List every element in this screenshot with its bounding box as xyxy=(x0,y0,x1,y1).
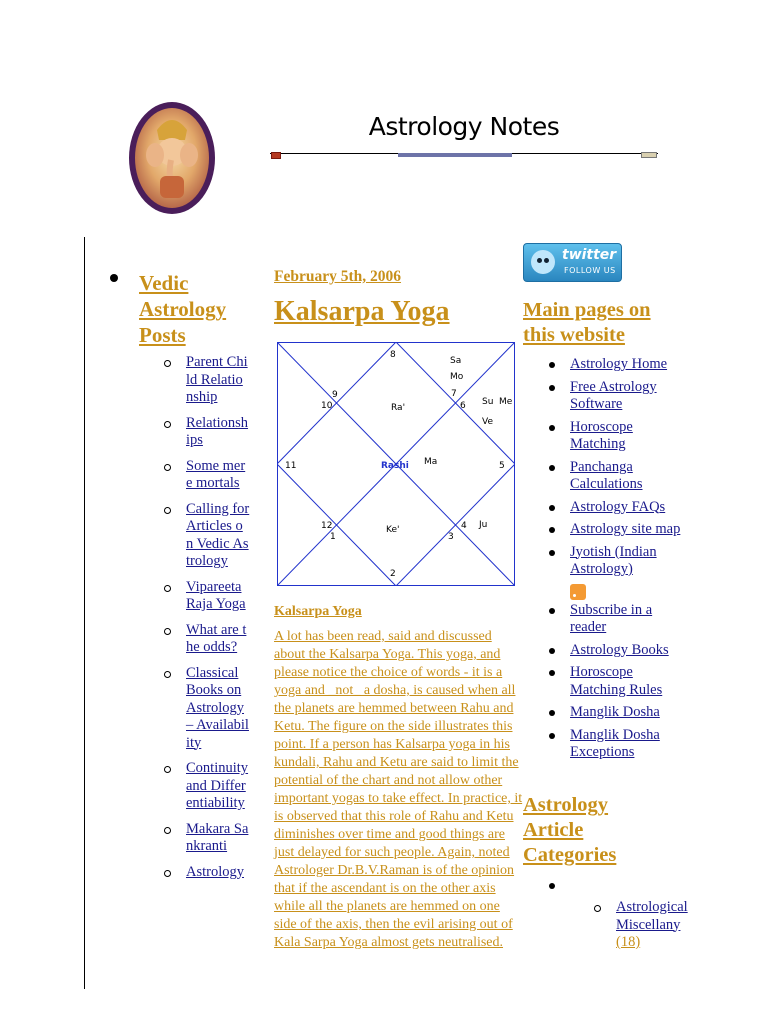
page-link[interactable]: Astrology Books xyxy=(570,641,669,658)
list-item[interactable] xyxy=(523,664,682,699)
bullet-icon xyxy=(110,274,118,282)
page-link[interactable]: Manglik Dosha xyxy=(570,704,660,720)
list-item[interactable] xyxy=(523,584,682,637)
page-link[interactable]: Panchanga Calculations xyxy=(570,458,643,492)
chart-caption[interactable]: Kalsarpa Yoga xyxy=(274,604,362,619)
list-item[interactable] xyxy=(523,499,682,517)
list-item[interactable] xyxy=(110,760,250,813)
list-item[interactable] xyxy=(110,579,250,614)
follow-us-label: FOLLOW US xyxy=(564,266,616,275)
post-title[interactable]: Kalsarpa Yoga xyxy=(274,296,450,327)
page-link[interactable]: Astrology Home xyxy=(570,356,668,372)
planet-label: Mo xyxy=(450,372,464,382)
planet-label: Ve xyxy=(482,417,493,427)
post-body[interactable]: A lot has been read, said and discussed about the Kalsarpa Yoga. This yoga, and please notice the choice of words - it is a yoga and _not_ a dosha, is caused when all the planets are hemmed between Rahu and Ketu. The figure on the side illustrates this point. If a person has Kalsarpa yoga in his kundali, Rahu and Ketu are said to limit the potential of the chart and not allow other important yogas to take effect. In practice, it is observed that this role of Rahu and Ketu diminishes over time and good things are just delayed for such people. Again, noted Astrologer Dr.B.V.Raman is of the opinion that if the ascendant is on the other axis while all the planets are hemmed on one side of the axis, then the evil arising out of Kala Sarpa Yoga almost gets neutralised. xyxy=(274,629,523,950)
list-item[interactable] xyxy=(110,622,250,657)
main-pages-heading[interactable]: Main pages on this website xyxy=(523,299,651,346)
page-link[interactable]: Manglik Dosha Exceptions xyxy=(570,726,660,760)
list-item[interactable] xyxy=(523,356,682,374)
house-number: 3 xyxy=(448,532,454,542)
house-number: 10 xyxy=(321,401,333,411)
list-item[interactable] xyxy=(523,459,682,494)
planet-label: Ra' xyxy=(391,403,406,413)
list-item[interactable] xyxy=(110,354,250,407)
house-number: 7 xyxy=(451,389,457,399)
category-count: (18) xyxy=(616,934,641,950)
list-item[interactable] xyxy=(110,501,250,571)
list-item[interactable] xyxy=(523,544,682,579)
post-link[interactable]: Makara Sankranti xyxy=(186,820,249,854)
page-link[interactable]: Astrology FAQs xyxy=(570,498,666,515)
main-pages-list xyxy=(523,356,693,767)
ganesha-logo xyxy=(127,100,217,216)
list-item[interactable] xyxy=(110,665,250,753)
category-item[interactable] xyxy=(616,899,688,952)
house-number: 11 xyxy=(285,461,297,471)
house-number: 4 xyxy=(461,521,467,531)
post-link[interactable]: Some mere mortals xyxy=(186,457,246,491)
planet-label: Ma xyxy=(424,457,438,467)
bullet-icon xyxy=(549,883,555,889)
house-number: 12 xyxy=(321,521,333,531)
site-title: Astrology Notes xyxy=(368,112,560,141)
twitter-label: twitter xyxy=(562,247,617,263)
list-item[interactable] xyxy=(523,704,682,722)
twitter-bird-icon xyxy=(531,250,555,274)
post-list xyxy=(110,354,260,889)
post-link[interactable]: Astrology xyxy=(186,863,244,880)
post-link[interactable]: Relationships xyxy=(186,414,249,448)
planet-label: Su xyxy=(482,397,494,407)
page-link[interactable]: Horoscope Matching xyxy=(570,418,633,452)
list-item[interactable] xyxy=(523,419,682,454)
house-number: 9 xyxy=(332,390,338,400)
list-item[interactable] xyxy=(523,379,682,414)
post-link[interactable]: Calling for Articles on Vedic Astrology xyxy=(186,500,250,569)
subscribe-link[interactable]: Subscribe in a reader xyxy=(570,601,653,635)
planet-label: Sa xyxy=(450,356,462,366)
page-link[interactable]: Horoscope Matching Rules xyxy=(570,664,663,698)
page-link[interactable]: Jyotish (Indian Astrology) xyxy=(570,543,657,577)
post-link[interactable]: Continuity and Differentiability xyxy=(186,760,249,811)
column-divider xyxy=(84,237,85,989)
article-categories-heading[interactable]: Astrology Article Categories xyxy=(523,794,617,866)
house-number: 1 xyxy=(330,532,336,542)
list-item[interactable] xyxy=(523,642,682,660)
vedic-astrology-posts-heading[interactable]: Vedic Astrology Posts xyxy=(139,271,227,347)
list-item[interactable] xyxy=(110,415,250,450)
house-number: 5 xyxy=(499,461,505,471)
page-link[interactable]: Astrology site map xyxy=(570,521,681,537)
list-item[interactable] xyxy=(110,864,250,882)
house-number: 8 xyxy=(390,350,396,360)
house-number: 6 xyxy=(460,401,466,411)
planet-label: Me xyxy=(499,397,513,407)
house-number: 2 xyxy=(390,569,396,579)
planet-label: Ju xyxy=(479,520,488,530)
post-link[interactable]: Classical Books on Astrology – Availability xyxy=(186,664,249,751)
list-item[interactable] xyxy=(523,727,682,762)
header-divider xyxy=(270,152,658,158)
list-item[interactable] xyxy=(110,458,250,493)
page-link[interactable]: Free Astrology Software xyxy=(570,378,657,412)
planet-label: Ke' xyxy=(386,525,400,535)
list-item[interactable] xyxy=(110,821,250,856)
rss-icon[interactable] xyxy=(570,584,586,600)
post-link[interactable]: Vipareeta Raja Yoga xyxy=(186,578,246,612)
chart-center-label: Rashi xyxy=(381,461,409,471)
rashi-chart xyxy=(277,342,515,586)
twitter-follow-button[interactable] xyxy=(523,243,622,282)
list-item[interactable] xyxy=(523,521,682,539)
post-link[interactable]: What are the odds? xyxy=(186,621,247,655)
post-date[interactable]: February 5th, 2006 xyxy=(274,268,402,285)
category-link[interactable]: Astrological Miscellany xyxy=(616,899,688,933)
post-link[interactable]: Parent Child Relationship xyxy=(186,354,248,405)
